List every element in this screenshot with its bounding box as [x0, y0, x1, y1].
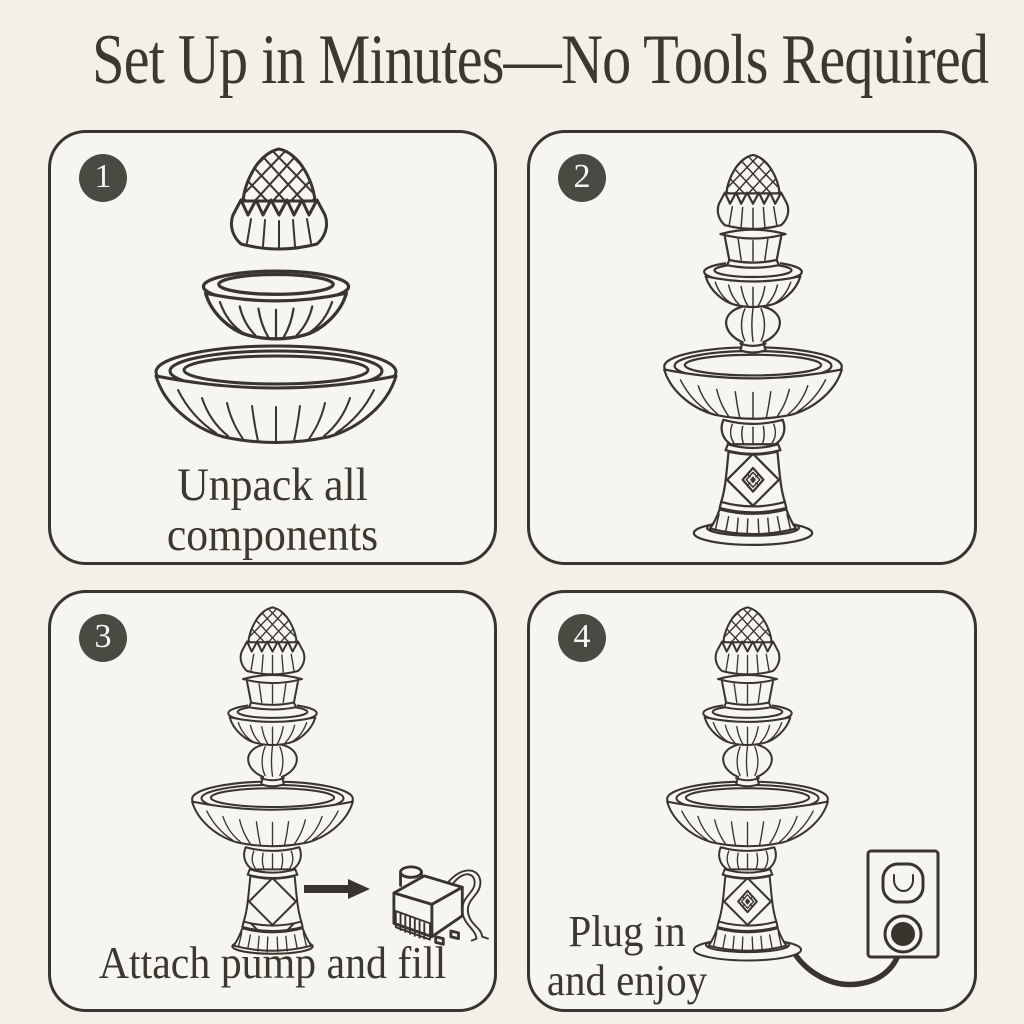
caption-line: Unpack all [177, 459, 368, 511]
step-number: 4 [573, 617, 591, 655]
step-number: 2 [573, 157, 591, 195]
caption-line: Attach pump and fill [98, 938, 447, 988]
step-1-number-badge [79, 154, 127, 202]
caption-line: and enjoy [546, 956, 708, 1005]
step-panel-1 [48, 130, 497, 565]
step-2-number-badge [558, 154, 606, 202]
step-3-caption [67, 939, 479, 987]
step-4-number-badge [558, 614, 606, 662]
step-1-caption [67, 460, 479, 560]
step-3-number-badge [79, 614, 127, 662]
page-title: Set Up in Minutes—No Tools Required [92, 21, 989, 99]
step-panel-4 [527, 590, 977, 1012]
step-number: 1 [94, 157, 112, 195]
caption-line: components [166, 509, 379, 561]
step-panel-3 [48, 590, 497, 1012]
step-panel-2 [527, 130, 977, 565]
step-4-caption [539, 907, 716, 1005]
assembled-fountain-illustration [530, 133, 974, 562]
step-number: 3 [94, 617, 112, 655]
caption-line: Plug in [568, 907, 686, 956]
